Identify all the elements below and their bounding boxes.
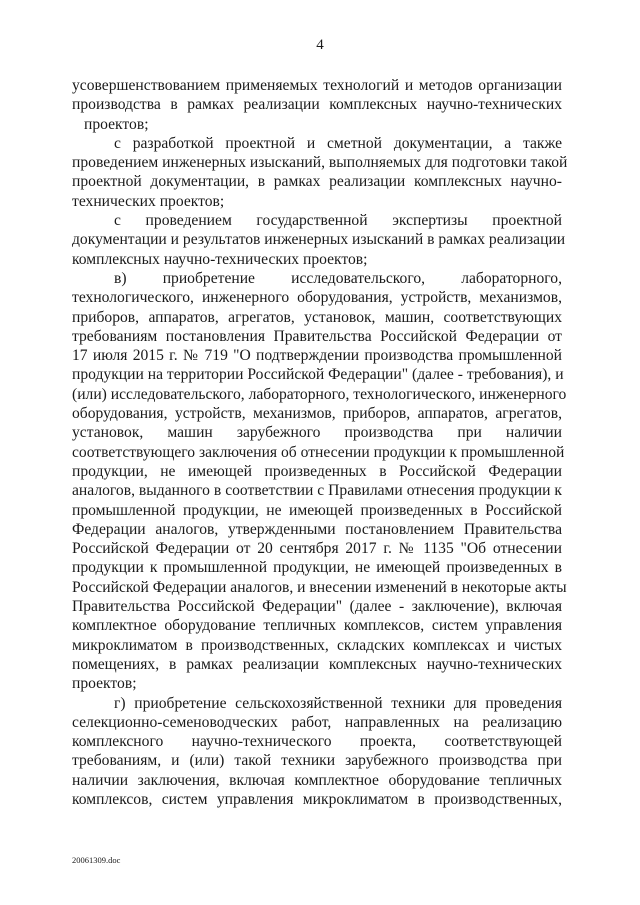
text-line: технических проектов;: [72, 192, 225, 210]
body-text: [72, 76, 568, 809]
text-line: Российской Федерации аналогов, и внесении изменений в некоторые акты: [72, 578, 567, 596]
text-line: селекционно-семеноводческих работ, направленных на реализацию: [72, 713, 562, 731]
text-line: комплексных научно-технических проектов;: [72, 250, 368, 268]
text-line: документации и результатов инженерных изысканий в рамках реализации: [72, 231, 566, 249]
text-line: помещениях, в рамках реализации комплексных научно-технических: [72, 655, 562, 673]
text-line: установок, машин зарубежного производства при наличии: [72, 424, 562, 442]
paragraph-2: [72, 134, 568, 211]
text-line: усовершенствованием применяемых технологий и методов организации: [72, 77, 562, 94]
text-line: аналогов, выданного в соответствии с Правилами отнесения продукции к: [72, 482, 562, 500]
text-line: (или) исследовательского, лабораторного, технологического, инженерного: [72, 385, 567, 403]
text-line: промышленной продукции, не имеющей произведенных в Российской: [72, 501, 562, 519]
text-line: продукции к промышленной продукции, не имеющей произведенных в: [72, 559, 562, 577]
text-line: оборудования, устройств, механизмов, приборов, аппаратов, агрегатов,: [72, 405, 562, 423]
text-line: требованиям, и (или) такой техники зарубежного производства при: [72, 752, 562, 770]
text-line: с проведением государственной экспертизы проектной: [114, 212, 562, 230]
text-line: микроклиматом в производственных, складских комплексах и чистых: [72, 636, 562, 654]
footer-file-name: 20061309.doc: [72, 855, 121, 865]
page-number: 4: [316, 37, 324, 53]
text-line: комплектное оборудование тепличных комплексов, систем управления: [72, 617, 562, 635]
text-line: технологического, инженерного оборудования, устройств, механизмов,: [72, 289, 562, 307]
text-line: наличии заключения, включая комплектное оборудование тепличных: [72, 771, 562, 789]
text-line: приборов, аппаратов, агрегатов, установок, машин, соответствующих: [72, 308, 562, 326]
text-line: требованиям постановления Правительства Российской Федерации от: [72, 327, 562, 345]
text-line: продукции, не имеющей произведенных в Российской Федерации: [72, 462, 562, 480]
paragraph-item-g: [72, 694, 562, 810]
text-line: проектов;: [72, 675, 137, 693]
text-line: с разработкой проектной и сметной документации, а также: [114, 134, 562, 152]
text-line: Российской Федерации от 20 сентября 2017 г. № 1135 "Об отнесении: [72, 540, 562, 558]
text-line: проведением инженерных изысканий, выполняемых для подготовки такой: [72, 154, 568, 172]
text-line: соответствующего заключения об отнесении продукции к промышленной: [72, 443, 565, 461]
text-line: комплексного научно-технического проекта, соответствующей: [72, 733, 562, 751]
text-line: 17 июля 2015 г. № 719 "О подтверждении производства промышленной: [72, 347, 562, 365]
paragraph-3: [72, 211, 566, 269]
paragraph-1: [72, 76, 562, 134]
paragraph-item-v: [72, 269, 567, 694]
text-line: проектов;: [84, 115, 149, 133]
text-line: продукции на территории Российской Федерации" (далее - требования), и: [72, 366, 564, 384]
text-line: в) приобретение исследовательского, лабораторного,: [114, 269, 562, 287]
text-line: производства в рамках реализации комплексных научно-технических: [72, 96, 562, 114]
text-line: Федерации аналогов, утвержденными постановлением Правительства: [72, 520, 562, 538]
text-line: проектной документации, в рамках реализации комплексных научно-: [72, 173, 562, 191]
text-line: комплексов, систем управления микроклиматом в производственных,: [72, 790, 562, 808]
text-line: г) приобретение сельскохозяйственной техники для проведения: [114, 694, 562, 712]
text-line: Правительства Российской Федерации" (далее - заключение), включая: [72, 598, 562, 616]
